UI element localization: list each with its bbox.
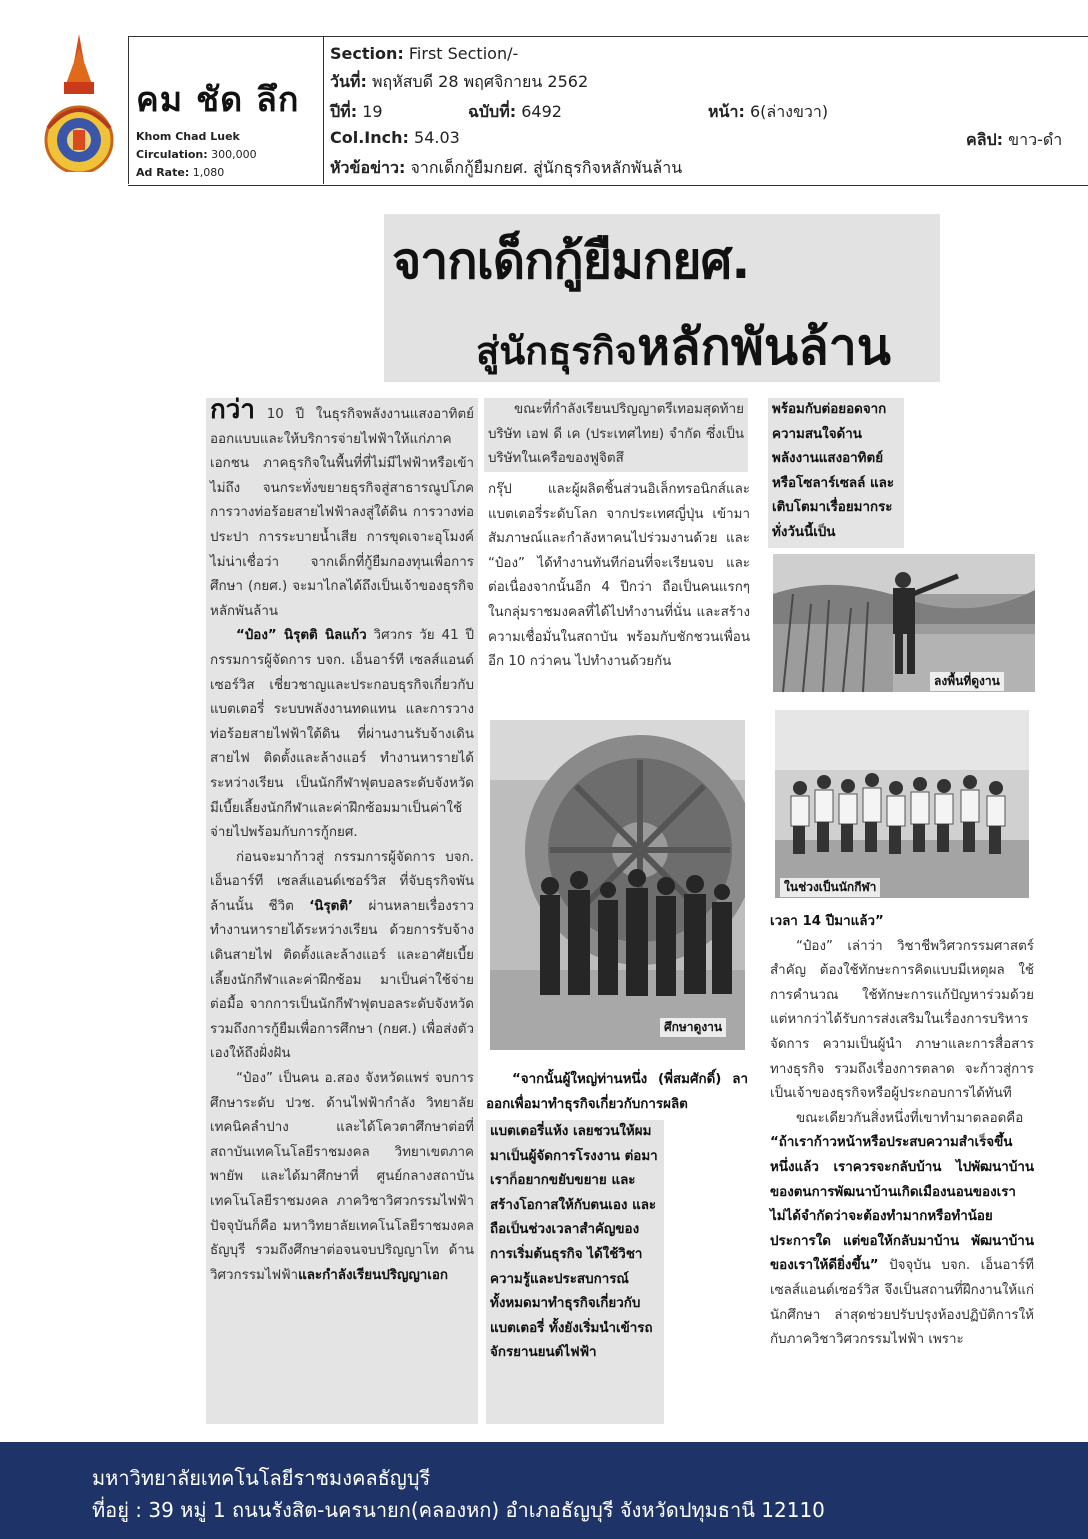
photo-caption-athlete-days: ในช่วงเป็นนักกีฬา: [780, 878, 880, 897]
article-column-3-top: [768, 398, 904, 548]
headline-line-1: จากเด็กกู้ยืมกยศ.: [392, 232, 750, 290]
photo-athlete-days: [775, 710, 1029, 898]
newspaper-name-en: Khom Chad Luek: [136, 130, 240, 143]
page-field: หน้า: 6(ล่างขวา): [708, 102, 829, 121]
paragraph: กว่า 10 ปี ในธุรกิจพลังงานแสงอาทิตย์ ออกแบบและให้บริการจ่ายไฟฟ้าให้แก่ภาคเอกชน ภาคธุรกิจในพื้นที่ที่ไม่มีไฟฟ้าหรือเข้าไม่ถึง จนกระทั่งขยายธุรกิจสู่สาธารณูปโภค การวางท่อร้อยสายไฟฟ้าลงสู่ใต้ดิน การวางท่อประปา การระบายน้ำเสีย การขุดเจาะอุโมงค์ ไม่น่าเชื่อว่า จากเด็กที่กู้ยืมกองทุนเพื่อการศึกษา (กยศ.) จะมาไกลได้ถึงเป็นเจ้าของธุรกิจหลักพันล้าน: [210, 395, 474, 619]
clip-field: คลิป: ขาว-ดำ: [966, 130, 1063, 149]
photo-caption-site-visit: ลงพื้นที่ดูงาน: [930, 672, 1004, 691]
paragraph: “ป๋อง” เล่าว่า วิชาชีพวิศวกรรมศาสตร์สำคัญ ต้องใช้ทักษะการคิดแบบมีเหตุผล ใช้การคำนวณ ใช้ทักษะการแก้ปัญหาร่วมด้วย แต่หากว่าได้รับการส่งเสริมในเรื่องการบริหารจัดการ ความเป็นผู้นำ ภาษาและการสื่อสารทางธุรกิจ รวมถึงเรื่องการตลาด จะก้าวสู่การเป็นเจ้าของธุรกิจหรือผู้ประกอบการได้ทันที: [770, 938, 1034, 1102]
university-crest-icon: [38, 32, 120, 172]
paragraph: พร้อมกับต่อยอดจากความสนใจด้านพลังงานแสงอาทิตย์หรือโซลาร์เซลล์ และเติบโตมาเรื่อยมากระทั่งวันนี้เป็น: [772, 402, 895, 540]
paragraph: เวลา 14 ปีมาแล้ว”: [770, 914, 884, 929]
article-column-2-top: [484, 398, 748, 472]
headline-line-2: สู่นักธุรกิจหลักพันล้าน: [476, 318, 891, 376]
quote-column-2b: [486, 1120, 664, 1424]
paragraph: “ป๋อง” นิรุตติ นิลแก้ว วิศวกร วัย 41 ปี กรรมการผู้จัดการ บจก. เอ็นอาร์ที เซลส์แอนด์เซอร์วิส เชี่ยวชาญและประกอบธุรกิจเกี่ยวกับแบตเตอรี่ ระบบพลังงานทดแทน และการวางท่อร้อยสายไฟฟ้าใต้ดิน ที่ผ่านงานรับจ้างเดินสายไฟ ติดตั้งและล้างแอร์ ทำงานหารายได้ระหว่างเรียน เป็นนักกีฬาฟุตบอลระดับจังหวัด มีเบี้ยเลี้ยงนักกีฬาและค่าฝึกซ้อมมาเป็นค่าใช้จ่ายไปพร้อมกับการกู้กยศ.: [210, 628, 474, 841]
ad-rate: Ad Rate: 1,080: [136, 166, 225, 179]
footer-address: ที่อยู่ : 39 หมู่ 1 ถนนรังสิต-นครนายก(คลองหก) อำเภอธัญบุรี จังหวัดปทุมธานี 12110: [92, 1498, 825, 1522]
paragraph: กรุ๊ป และผู้ผลิตชิ้นส่วนอิเล็กทรอนิกส์และแบตเตอรี่ระดับโลก จากประเทศญี่ปุ่น เข้ามาสัมภาษณ์และกำลังหาคนไปร่วมงานด้วย และ “ป๋อง” ได้ทำงานทันทีก่อนที่จะเรียนจบ และต่อเนื่องจากนั้นอีก 4 ปีกว่า ถือเป็นคนแรกๆ ในกลุ่มราชมงคลที่ได้ไปทำงานที่นั่น และสร้างความเชื่อมั่นในสถาบัน พร้อมกับชักชวนเพื่อนอีก 10 กว่าคน ไปทำงานด้วยกัน: [488, 482, 750, 670]
topic-field: หัวข้อข่าว: จากเด็กกู้ยืมกยศ. สู่นักธุรกิจหลักพันล้าน: [330, 158, 683, 177]
circulation: Circulation: 300,000: [136, 148, 257, 161]
issue-field: ฉบับที่: 6492: [468, 102, 562, 121]
colinch-field: Col.Inch: 54.03: [330, 128, 460, 147]
quote-paragraph: แบตเตอรี่แห้ง เลยชวนให้ผมมาเป็นผู้จัดการโรงงาน ต่อมาเราก็อยากขยับขยาย และสร้างโอกาสให้กับตนเอง และถือเป็นช่วงเวลาสำคัญของการเริ่มต้นธุรกิจ ได้ใช้วิชาความรู้และประสบการณ์ทั้งหมดมาทำธุรกิจเกี่ยวกับแบตเตอรี่ ทั้งยังเริ่มนำเข้ารถจักรยานยนต์ไฟฟ้า: [490, 1124, 658, 1361]
quote-column-2a: [486, 1068, 748, 1117]
newspaper-name: คม ชัด ลึก: [136, 80, 300, 120]
paragraph: ก่อนจะมาก้าวสู่ กรรมการผู้จัดการ บจก. เอ็นอาร์ที เซลส์แอนด์เซอร์วิส ที่จับธุรกิจพันล้านนั้น ชีวิต ‘นิรุตติ’ ผ่านหลายเรื่องราว ทำงานหารายได้ระหว่างเรียน ด้วยการรับจ้างเดินสายไฟ ติดตั้งและล้างแอร์ และอาศัยเบี้ยเลี้ยงนักกีฬาและค่าฝึกซ้อม มาเป็นค่าใช้จ่ายต่อมื้อ จากการเป็นนักกีฬาฟุตบอลระดับจังหวัด รวมถึงการกู้ยืมเพื่อการศึกษา (กยศ.) เพื่อส่งตัวเองให้ถึงฝั่งฝัน: [210, 849, 474, 1062]
paragraph: “ป๋อง” เป็นคน อ.สอง จังหวัดแพร่ จบการศึกษาระดับ ปวช. ด้านไฟฟ้ากำลัง วิทยาลัยเทคนิคลำปาง และได้โควตาศึกษาต่อที่ สถาบันเทคโนโลยีราชมงคล วิทยาเขตภาคพายัพ และได้มาศึกษาที่ ศูนย์กลางสถาบันเทคโนโลยีราชมงคล ภาควิชาวิศวกรรมไฟฟ้า ปัจจุบันก็คือ มหาวิทยาลัยเทคโนโลยีราชมงคลธัญบุรี รวมถึงศึกษาต่อจนจบปริญญาโท ด้านวิศวกรรมไฟฟ้าและกำลังเรียนปริญญาเอก: [210, 1071, 474, 1283]
paragraph: ขณะเดียวกันสิ่งหนึ่งที่เขาทำมาตลอดคือ “ถ้าเราก้าวหน้าหรือประสบความสำเร็จขึ้นหนึ่งแล้ว เราควรจะกลับบ้าน ไปพัฒนาบ้านของตนการพัฒนาบ้านเกิดเมืองนอนของเรา ไม่ได้จำกัดว่าจะต้องทำมากหรือทำน้อยประการใด แต่ขอให้กลับมาบ้าน พัฒนาบ้านของเราให้ดียิ่งขึ้น” ปัจจุบัน บจก. เอ็นอาร์ที เซลส์แอนด์เซอร์วิส จึงเป็นสถานที่ฝึกงานให้แก่นักศึกษา ล่าสุดช่วยปรับปรุงห้องปฏิบัติการให้กับภาควิชาวิศวกรรมไฟฟ้า เพราะ: [770, 1110, 1034, 1348]
article-column-1: [206, 395, 478, 1424]
date-field: วันที่: พฤหัสบดี 28 พฤศจิกายน 2562: [330, 72, 589, 91]
year-field: ปีที่: 19: [330, 102, 383, 121]
section-field: Section: First Section/-: [330, 44, 519, 63]
photo-study-visit: [490, 720, 745, 1050]
quote-paragraph: “จากนั้นผู้ใหญ่ท่านหนึ่ง (พี่สมศักดิ์) ลาออกเพื่อมาทำธุรกิจเกี่ยวกับการผลิต: [486, 1072, 748, 1112]
footer-university-name: มหาวิทยาลัยเทคโนโลยีราชมงคลธัญบุรี: [92, 1466, 431, 1490]
photo-caption-study-visit: ศึกษาดูงาน: [660, 1018, 726, 1037]
paragraph: ขณะที่กำลังเรียนปริญญาตรีเทอมสุดท้าย บริษัท เอฟ ดี เค (ประเทศไทย) จำกัด ซึ่งเป็นบริษัทในเครือของฟูจิตสึ: [488, 402, 744, 467]
article-column-3-bottom: [770, 910, 1034, 1353]
article-column-2-mid: [488, 478, 750, 675]
